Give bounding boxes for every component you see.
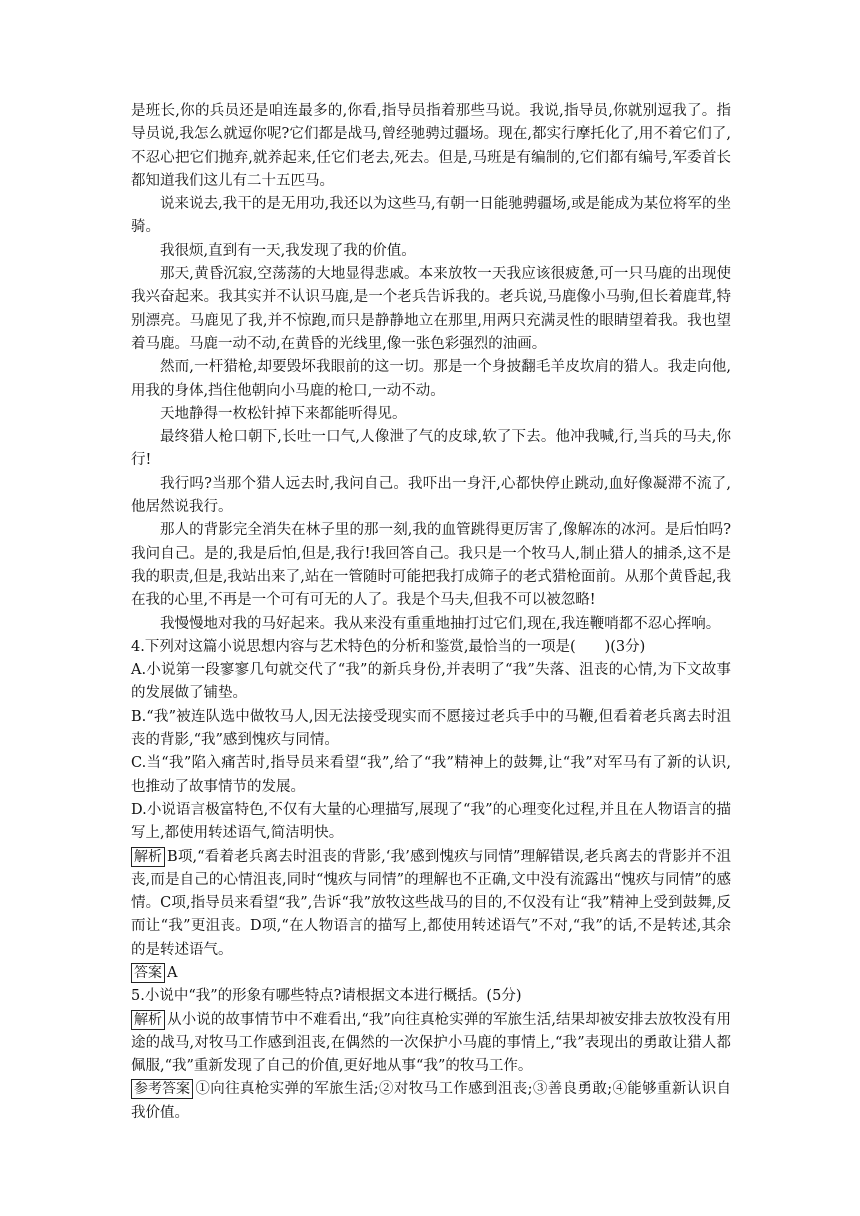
analysis-text: B项,“看着老兵离去时沮丧的背影,‘我’感到愧疚与同情”理解错误,老兵离去的背影并不沮丧,而是自己的心情沮丧,同时“愧疚与同情”的理解也不正确,文中没有流露出“愧疚与同情”的感情。C项,指导员来看望“我”,告诉“我”放牧这些战马的目的,不仅没有让“我”精神上受到鼓舞,反而让“我”更沮丧。D项,“在人物语言的描写上,都使用转述语气”不对,“我”的话,不是转述,其余的是转述语气。 <box>131 848 731 958</box>
question-4: 4.下列对这篇小说思想内容与艺术特色的分析和鉴赏,最恰当的一项是( )(3分) <box>131 638 646 655</box>
question-5: 5.小说中“我”的形象有哪些特点?请根据文本进行概括。(5分) <box>131 988 522 1005</box>
story-excerpt <box>131 100 731 636</box>
analysis-text: 从小说的故事情节中不难看出,“我”向往真枪实弹的军旅生活,结果却被安排去放牧没有用途的战马,对牧马工作感到沮丧,在偶然的一次保护小马鹿的事情上,“我”表现出的勇敢让猎人都佩服,“我”重新发现了自己的价值,更好地从事“我”的牧马工作。 <box>131 1011 731 1075</box>
option-b: B.“我”被连队选中做牧马人,因无法接受现实而不愿接过老兵手中的马鞭,但看着老兵离去时沮丧的背影,“我”感到愧疚与同情。 <box>131 708 731 749</box>
story-paragraph: 那天,黄昏沉寂,空荡荡的大地显得悲戚。本来放牧一天我应该很疲惫,可一只马鹿的出现使我兴奋起来。我其实并不认识马鹿,是一个老兵告诉我的。老兵说,马鹿像小马驹,但长着鹿茸,特别漂亮。马鹿见了我,并不惊跑,而只是静静地立在那里,用两只充满灵性的眼睛望着我。我也望着马鹿。马鹿一动不动,在黄昏的光线里,像一张色彩强烈的油画。 <box>131 266 731 352</box>
option-a: A.小说第一段寥寥几句就交代了“我”的新兵身份,并表明了“我”失落、沮丧的心情,为下文故事的发展做了铺垫。 <box>131 662 731 702</box>
story-paragraph: 天地静得一枚松针掉下来都能听得见。 <box>160 405 407 422</box>
reference-answer-text: ①向往真枪实弹的军旅生活;②对牧马工作感到沮丧;③善良勇敢;④能够重新认识自我价值。 <box>131 1081 731 1121</box>
answer-label: 答案 <box>131 963 165 983</box>
answer-text: A <box>167 964 178 981</box>
question-4-answer <box>131 962 731 985</box>
story-paragraph: 那人的背影完全消失在林子里的那一刻,我的血管跳得更厉害了,像解冻的冰河。是后怕吗?我问自己。是的,我是后怕,但是,我行!我回答自己。我只是一个牧马人,制止猎人的捕杀,这不是我的职责,但是,我站出来了,站在一管随时可能把我打成筛子的老式猎枪面前。从那个黄昏起,我在我的心里,不再是一个可有可无的人了。我是个马夫,但我不可以被忽略! <box>131 522 731 609</box>
story-paragraph: 我很烦,直到有一天,我发现了我的价值。 <box>160 242 416 259</box>
question-5-analysis <box>131 1009 731 1079</box>
analysis-label: 解析 <box>131 1010 165 1030</box>
story-paragraph: 我行吗?当那个猎人远去时,我问自己。我吓出一身汗,心都快停止跳动,血好像凝滞不流了,他居然说我行。 <box>131 475 731 516</box>
analysis-label: 解析 <box>131 847 165 867</box>
document-page <box>131 100 731 1125</box>
story-paragraph: 然而,一杆猎枪,却要毁坏我眼前的这一切。那是一个身披翻毛羊皮坎肩的猎人。我走向他,用我的身体,挡住他朝向小马鹿的枪口,一动不动。 <box>131 359 731 399</box>
story-paragraph: 最终猎人枪口朝下,长吐一口气,人像泄了气的皮球,软了下去。他冲我喊,行,当兵的马夫,你行! <box>131 429 731 469</box>
reference-answer-label: 参考答案 <box>131 1079 193 1099</box>
story-paragraph: 是班长,你的兵员还是咱连最多的,你看,指导员指着那些马说。我说,指导员,你就别逗我了。指导员说,我怎么就逗你呢?它们都是战马,曾经驰骋过疆场。现在,都实行摩托化了,用不着它们了,不忍心把它们抛弃,就养起来,任它们老去,死去。但是,马班是有编制的,它们都有编号,军委首长都知道我们这儿有二十五匹马。 <box>131 103 731 189</box>
story-paragraph: 我慢慢地对我的马好起来。我从来没有重重地抽打过它们,现在,我连鞭哨都不忍心挥响。 <box>160 615 721 632</box>
question-5-reference-answer <box>131 1078 731 1125</box>
question-4-options <box>131 659 731 845</box>
option-d: D.小说语言极富特色,不仅有大量的心理描写,展现了“我”的心理变化过程,并且在人物语言的描写上,都使用转述语气,简洁明快。 <box>131 801 731 842</box>
story-paragraph: 说来说去,我干的是无用功,我还以为这些马,有朝一日能驰骋疆场,或是能成为某位将军的坐骑。 <box>131 196 731 236</box>
question-4-analysis <box>131 846 731 962</box>
option-c: C.当“我”陷入痛苦时,指导员来看望“我”,给了“我”精神上的鼓舞,让“我”对军马有了新的认识,也推动了故事情节的发展。 <box>131 755 731 795</box>
